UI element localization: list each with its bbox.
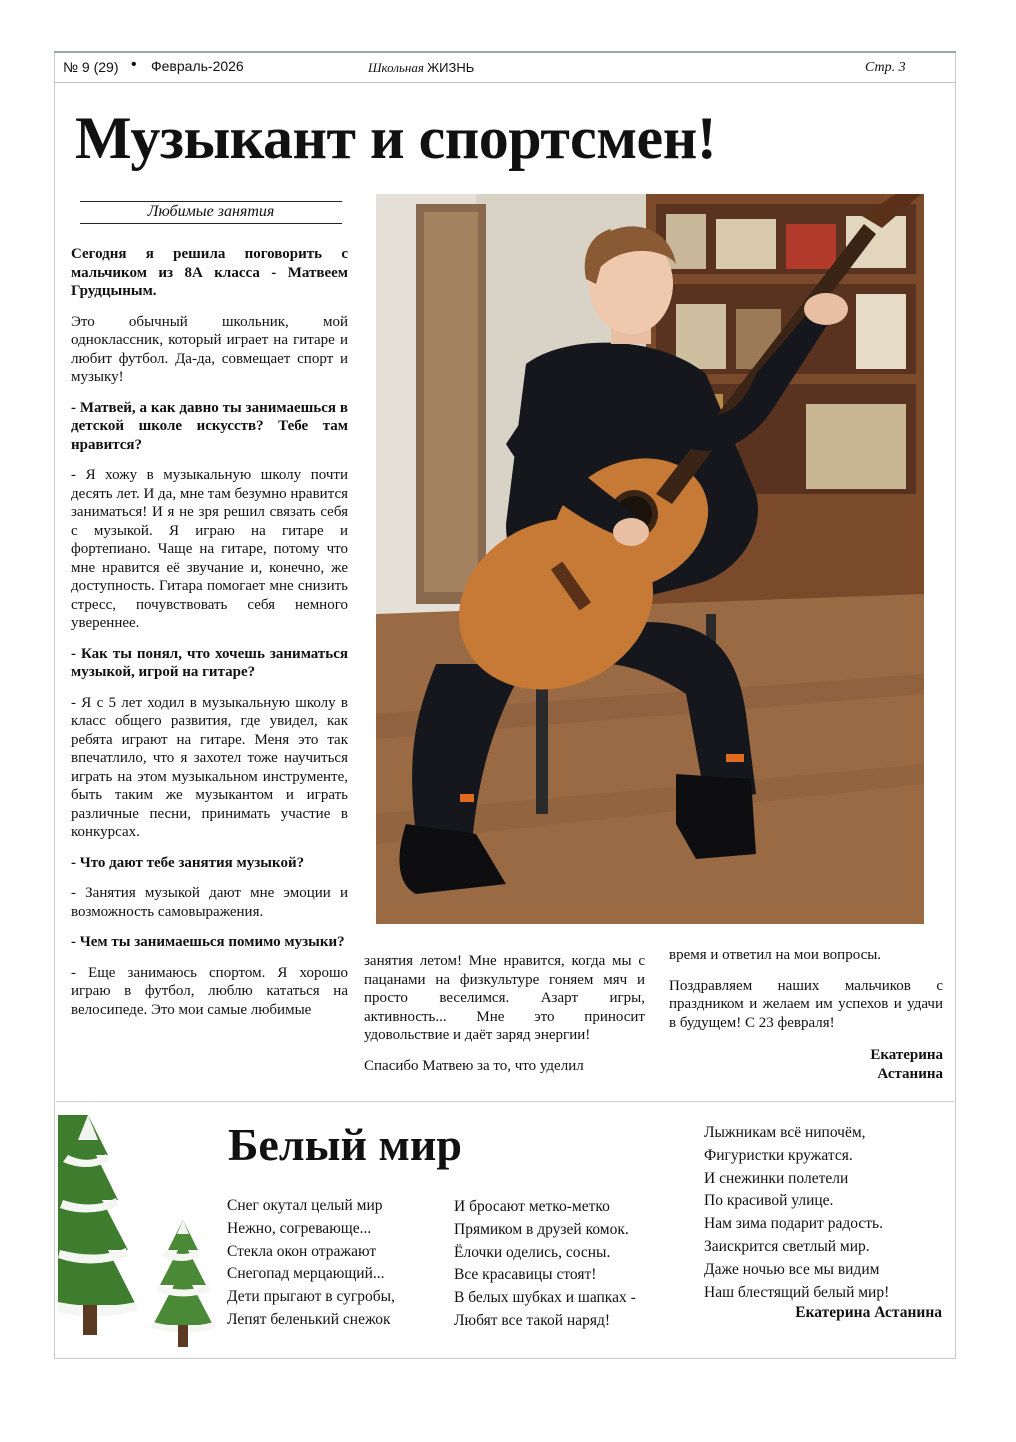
article-paragraph: Это обычный школьник, мой одноклассник, который играет на гитаре и любит футбол. Да-да, совмещает спорт и музыку! <box>71 313 348 385</box>
author-first-name: Екатерина <box>870 1047 943 1063</box>
article-paragraph: Спасибо Матвею за то, что уделил <box>364 1057 584 1074</box>
author-last-name: Астанина <box>877 1066 943 1082</box>
poem-line: Снегопад мерцающий... <box>227 1265 385 1283</box>
interview-question: - Как ты понял, что хочешь заниматься музыкой, игрой на гитаре? <box>71 645 348 680</box>
poem-line: Все красавицы стоят! <box>454 1266 597 1284</box>
interview-question: - Чем ты занимаешься помимо музыки? <box>71 934 345 950</box>
poem-title: Белый мир <box>228 1119 462 1170</box>
poem-line: Наш блестящий белый мир! <box>704 1283 890 1301</box>
poem-line: Снег окутал целый мир <box>227 1197 383 1214</box>
interview-question: - Что дают тебе занятия музыкой? <box>71 854 305 871</box>
fir-tree-icon <box>58 1110 218 1354</box>
interview-answer: - Я хожу в музыкальную школу почти десять лет. И да, мне там безумно нравится заниматься! И я не зря решил связать себя с музыкой. Я играю на гитаре и фортепиано. Чаще на гитаре, потому что мне нравится её звучание и, конечно, же доступность. Гитара помогает мне снизить стресс, почувствовать себя немного увереннее. <box>71 467 348 631</box>
newspaper-name-italic: Школьная <box>368 60 424 75</box>
header-bullet: • <box>131 56 137 73</box>
article-paragraph: время и ответил на мои вопросы. <box>669 947 882 963</box>
poem-line: Лепят беленький снежок <box>227 1310 391 1328</box>
article-rubric: Любимые занятия <box>147 203 275 220</box>
issue-date: Февраль-2026 <box>151 58 244 74</box>
article-paragraph: Сегодня я решила поговорить с мальчиком из 8А класса - Матвеем Грудцыным. <box>71 246 348 299</box>
poem-line: Фигуристки кружатся. <box>704 1146 853 1164</box>
poem-line: Нежно, согревающе... <box>227 1219 372 1237</box>
section-divider <box>56 1101 954 1102</box>
poem-column-1 <box>227 1195 442 1332</box>
newspaper-name <box>368 60 474 76</box>
newspaper-name-caps: ЖИЗНЬ <box>427 60 475 75</box>
interview-answer: занятия летом! Мне нравится, когда мы с пацанами на физкультуре гоняем мяч и просто веселимся. Азарт игры, активность... Мне это приносит удовольствие и даёт заряд энергии! <box>364 953 645 1043</box>
poem-column-3 <box>704 1122 944 1304</box>
poem-line: Нам зима подарит радость. <box>704 1215 883 1233</box>
article-column-3 <box>669 946 943 1044</box>
guitarist-photo <box>376 194 924 924</box>
interview-answer: - Я с 5 лет ходил в музыкальную школу в класс общего развития, где увидел, как ребята играют на гитаре. Меня это так впечатлило, что я захотел тоже научиться играть на этом музыкальном инструменте, быть таким же музыкантом и играть различные песни, принимать участие в конкурсах. <box>71 694 348 840</box>
poem-line: Ёлочки оделись, сосны. <box>454 1243 611 1261</box>
poem-line: Даже ночью все мы видим <box>704 1260 880 1278</box>
poem-author: Екатерина Астанина <box>795 1304 942 1321</box>
interview-question: - Матвей, а как давно ты занимаешься в детской школе искусств? Тебе там нравится? <box>71 399 348 453</box>
page-number: Стр. 3 <box>865 60 906 75</box>
page-header <box>54 53 956 83</box>
poem-line: По красивой улице. <box>704 1192 834 1210</box>
poem-line: В белых шубках и шапках - <box>454 1289 636 1307</box>
poem-line: И бросают метко-метко <box>454 1198 610 1215</box>
article-column-1 <box>71 245 348 1031</box>
interview-answer: - Еще занимаюсь спортом. Я хорошо играю в футбол, люблю кататься на велосипеде. Это мои самые любимые <box>71 964 348 1018</box>
article-title: Музыкант и спортсмен! <box>75 105 717 171</box>
poem-line: Лыжникам всё нипочём, <box>704 1124 866 1141</box>
article-column-2 <box>364 952 645 1087</box>
article-paragraph: Поздравляем наших мальчиков с праздником и желаем им успехов и удачи в будущем! С 23 февраля! <box>669 977 943 1031</box>
poem-line: Любят все такой наряд! <box>454 1311 611 1329</box>
poem-column-2 <box>454 1196 684 1333</box>
article-author <box>800 1046 943 1084</box>
poem-line: Заискрится светлый мир. <box>704 1237 870 1255</box>
guitarist-photo-illustration <box>376 194 924 924</box>
poem-line: Стекла окон отражают <box>227 1242 377 1260</box>
fir-trees-illustration <box>58 1110 218 1354</box>
poem-line: И снежинки полетели <box>704 1169 849 1187</box>
poem-line: Дети прыгают в сугробы, <box>227 1288 395 1306</box>
poem-line: Прямиком в друзей комок. <box>454 1220 629 1238</box>
issue-number: № 9 (29) <box>63 59 119 75</box>
interview-answer: - Занятия музыкой дают мне эмоции и возможность самовыражения. <box>71 885 348 920</box>
